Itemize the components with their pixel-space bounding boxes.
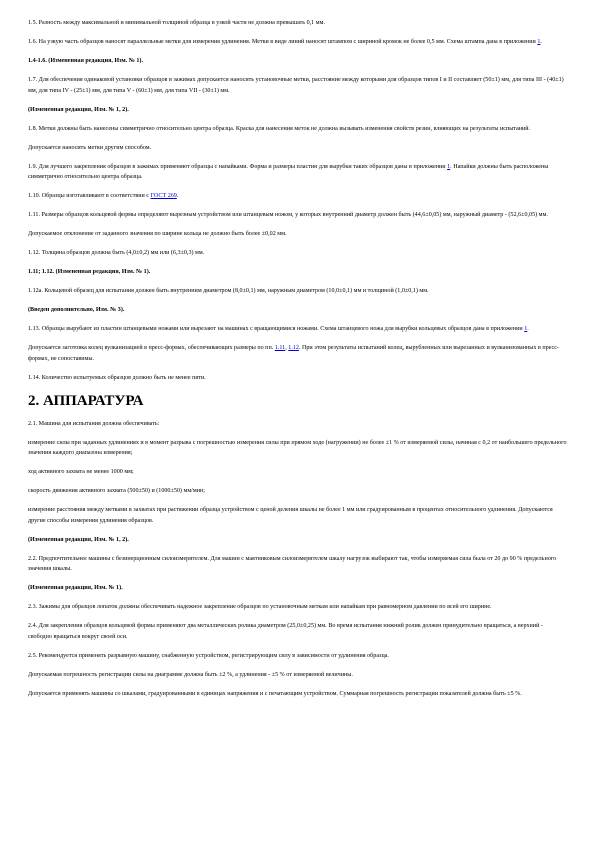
- clause-2-2: 2.2. Предпочтительнее машины с безинерционным силоизмерителем. Для машин с маятниковым силоизмерителем шкалу нагрузок выбирают так, чтобы измеряемая сила была от 20 до 90 % предельного значения шкалы.: [28, 555, 557, 572]
- clause-1-7: 1.7. Для обеспечения одинаковой установки образцов в зажимах допускается наносить установочные метки, расстояние между которыми для образцов типов I и II составляет (50±1) мм, для типа III - (40±1) мм, для типа IV - (25±1) мм, для типа V - (60±1) мм, для типа VII - (30±1) мм.: [28, 77, 564, 94]
- clause-1-11-tolerance: Допускаемое отклонение от заданного значения по ширине кольца не должно быть более ±0,02 мм.: [28, 231, 287, 237]
- amendment-note: (Измененная редакция, Изм. № 1, 2).: [28, 536, 129, 543]
- clause-1-13-note: [28, 343, 568, 364]
- requirement-grip-speed: скорость движения активного захвата (500±50) и (1000±50) мм/мин;: [28, 488, 205, 494]
- clause-1-8-note: Допускается наносить метки другим способом.: [28, 144, 152, 151]
- clause-1-13-end: .: [527, 326, 529, 332]
- clause-1-5: 1.5. Разность между максимальной и минимальной толщиной образца в узкой части не должна превышать 0,1 мм.: [28, 20, 325, 26]
- requirement-elongation-measurement: измерение расстояния между метками в захватах при растяжении образца устройством с ценой деления шкалы не более 1 мм или градуированным в процентах относительного удлинения. Допускаются другие способы измерения удлинения образцов.: [28, 507, 553, 524]
- clause-2-4: 2.4. Для закрепления образцов кольцевой формы применяют два металлических ролика диаметром (25,0±0,25) мм. Во время испытания нижний ролик должен принудительно вращаться, а верхний - свободно вращаться вокруг своей оси.: [28, 623, 543, 640]
- section-heading: 2. АППАРАТУРА: [28, 392, 144, 409]
- appendix-1-link[interactable]: 1: [537, 39, 541, 45]
- clause-1-13: [28, 324, 568, 335]
- document-page: [28, 18, 568, 708]
- clause-2-5-tolerance: Допускаемая погрешность регистрации силы на диаграмме должна быть ±2 %, а удлинения - ±5 % от измеряемой величины.: [28, 671, 353, 678]
- clause-1-6: [28, 37, 568, 48]
- appendix-1-link[interactable]: 1: [447, 163, 451, 170]
- clause-2-3: 2.3. Зажимы для образцов лопаток должны обеспечивать надежное закрепление образцов по установочным меткам или напайкам при равномерном давлении по всей его ширине.: [28, 604, 492, 610]
- clause-2-5-note: Допускается применять машины со шкалами, градуированными в единицах напряжения и с печатающим устройством. Суммарная погрешность регистрации показателей должна быть ±5 %.: [28, 690, 522, 697]
- amendment-note: (Измененная редакция, Изм. № 1, 2).: [28, 106, 129, 113]
- clause-1-10-text: 1.10. Образцы изготавливают в соответствии с: [28, 193, 151, 199]
- link-separator: ,: [285, 345, 289, 351]
- clause-2-1: 2.1. Машина для испытания должна обеспечивать:: [28, 420, 160, 427]
- clause-1-14: 1.14. Количество испытуемых образцов должно быть не менее пяти.: [28, 374, 206, 381]
- clause-1-12: 1.12. Толщина образцов должна быть (4,0±0,2) мм или (6,3±0,3) мм.: [28, 250, 205, 256]
- clause-1-10: [28, 191, 568, 202]
- clause-2-5: 2.5. Рекомендуется применять разрывную машину, снабженную устройством, регистрирующим силу в зависимости от удлинения образца.: [28, 652, 389, 659]
- clause-1-9-text: 1.9. Для лучшего закрепления образцов в зажимах применяют образцы с напайками. Форма и размеры пластин для вырубки таких образцов даны в приложении: [28, 163, 448, 170]
- clause-1-10-end: .: [176, 193, 179, 199]
- clause-1-9: [28, 162, 568, 183]
- clause-1-6-end: .: [540, 39, 542, 45]
- requirement-grip-travel: ход активного захвата не менее 1000 мм;: [28, 469, 134, 475]
- amendment-note: 1.4-1.6. (Измененная редакция, Изм. № 1).: [28, 58, 143, 64]
- clause-1-8: 1.8. Метки должны быть нанесены симметрично относительно центра образца. Краска для нанесения меток не должна вызывать изменения свойств резин, влияющих на результаты испытаний.: [28, 125, 531, 132]
- clause-1-6-text: 1.6. На узкую часть образцов наносят параллельные метки для измерения удлинения. Метки в виде линий наносят штампом с шириной кромок не более 0,5 мм. Схема штампа дана в приложении: [28, 39, 538, 45]
- requirement-force-measurement: измерение силы при заданных удлинениях и в момент разрыва с погрешностью измерения силы при прямом ходе (нагружении) не более ±1 % от измеряемой силы, начиная с 0,2 от наибольшего предельного значения каждого диапазона измерения;: [28, 439, 567, 456]
- amendment-note: (Введен дополнительно, Изм. № 3).: [28, 307, 125, 313]
- clause-1-11-link[interactable]: 1.11: [274, 345, 286, 351]
- clause-1-11: 1.11. Размеры образцов кольцевой формы определяют вырезным устройством или штанцевым ножом, у которых внутренний диаметр должен быть (44,6±0,05) мм, наружный диаметр - (52,6±0,05) мм.: [28, 212, 548, 218]
- clause-1-9-end: . Напайки должны быть расположены симметрично относительно центра образца.: [28, 163, 549, 180]
- clause-1-13-text: 1.13. Образцы вырубают из пластин штанцевыми ножами или вырезают на машинах с вращающимися ножами. Схема штанцевого ножа для вырубки кольцевых образцов дана в приложении: [28, 326, 525, 332]
- amendment-note: 1.11; 1.12. (Измененная редакция, Изм. № 1).: [28, 269, 151, 275]
- clause-1-12-link[interactable]: 1.12: [288, 345, 299, 351]
- clause-1-13-note-text: Допускается заготовка колец вулканизацией в пресс-формах, обеспечивающих размеры по пп.: [28, 345, 275, 351]
- clause-1-13-note-end: . При этом результаты испытаний колец, вырубленных или вырезанных и вулканизованных в пресс-формах, не сопоставимы.: [28, 345, 559, 362]
- appendix-1-link[interactable]: 1: [524, 326, 528, 332]
- amendment-note: (Измененная редакция, Изм. № 1).: [28, 585, 123, 591]
- clause-1-12a: 1.12а. Кольцевой образец для испытания должен быть внутренним диаметром (8,0±0,1) мм, наружным диаметром (10,0±0,1) мм и толщиной (1,0±0,1) мм.: [28, 288, 429, 294]
- gost-269-link[interactable]: ГОСТ 269: [150, 193, 177, 199]
